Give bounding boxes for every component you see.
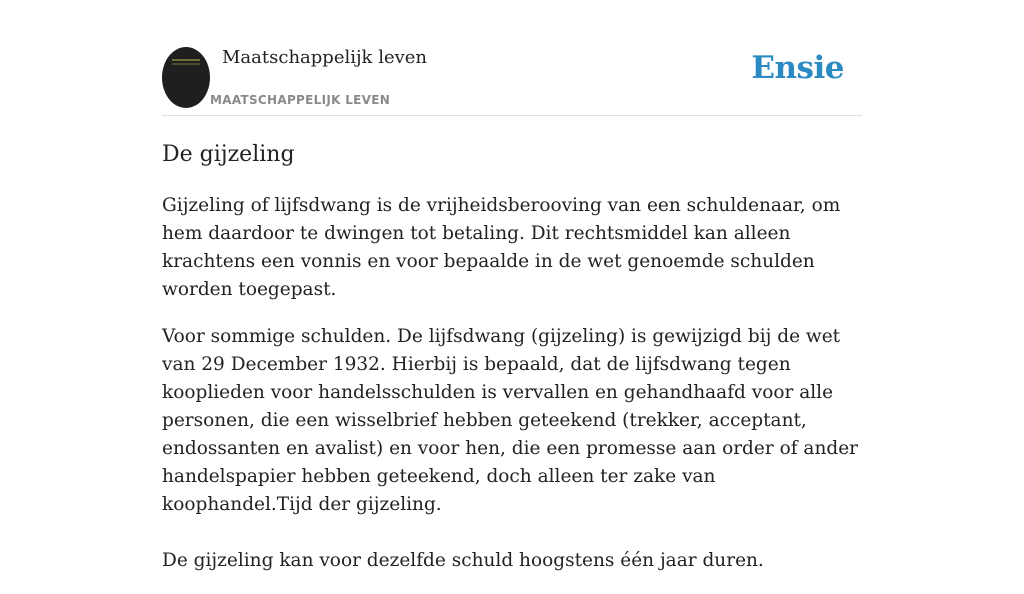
brand-logo[interactable]: Ensie [751,50,844,86]
publication-subtitle[interactable]: MAATSCHAPPELIJK LEVEN [210,93,391,107]
article [162,140,862,594]
article-paragraph: Voor sommige schulden. De lijfsdwang (gijzeling) is gewijzigd bij de wet van 29 December 1932. Hierbij is bepaald, dat de lijfsdwang tegen kooplieden voor handelsschulden is vervallen en gehandhaafd voor alle personen, die een wisselbrief hebben geteekend (trekker, acceptant, endossanten en avalist) en voor hen, die een promesse aan order of ander handelspapier hebben geteekend, doch alleen ter zake van koophandel.Tijd der gijzeling. [162,326,859,515]
article-title: De gijzeling [162,142,295,167]
paragraph-spacer [162,538,862,547]
publication-header [162,46,862,116]
article-paragraph: Gijzeling of lijfsdwang is de vrijheidsberooving van een schuldenaar, om hem daardoor te dwingen tot betaling. Dit rechtsmiddel kan alleen krachtens een vonnis en voor bepaalde in de wet genoemde schulden worden toegepast. [162,195,841,300]
article-paragraph: De gijzeling kan voor dezelfde schuld hoogstens één jaar duren. [162,550,764,571]
publication-title[interactable]: Maatschappelijk leven [222,47,428,68]
publication-avatar[interactable] [162,47,210,108]
book-cover-icon [172,59,200,61]
